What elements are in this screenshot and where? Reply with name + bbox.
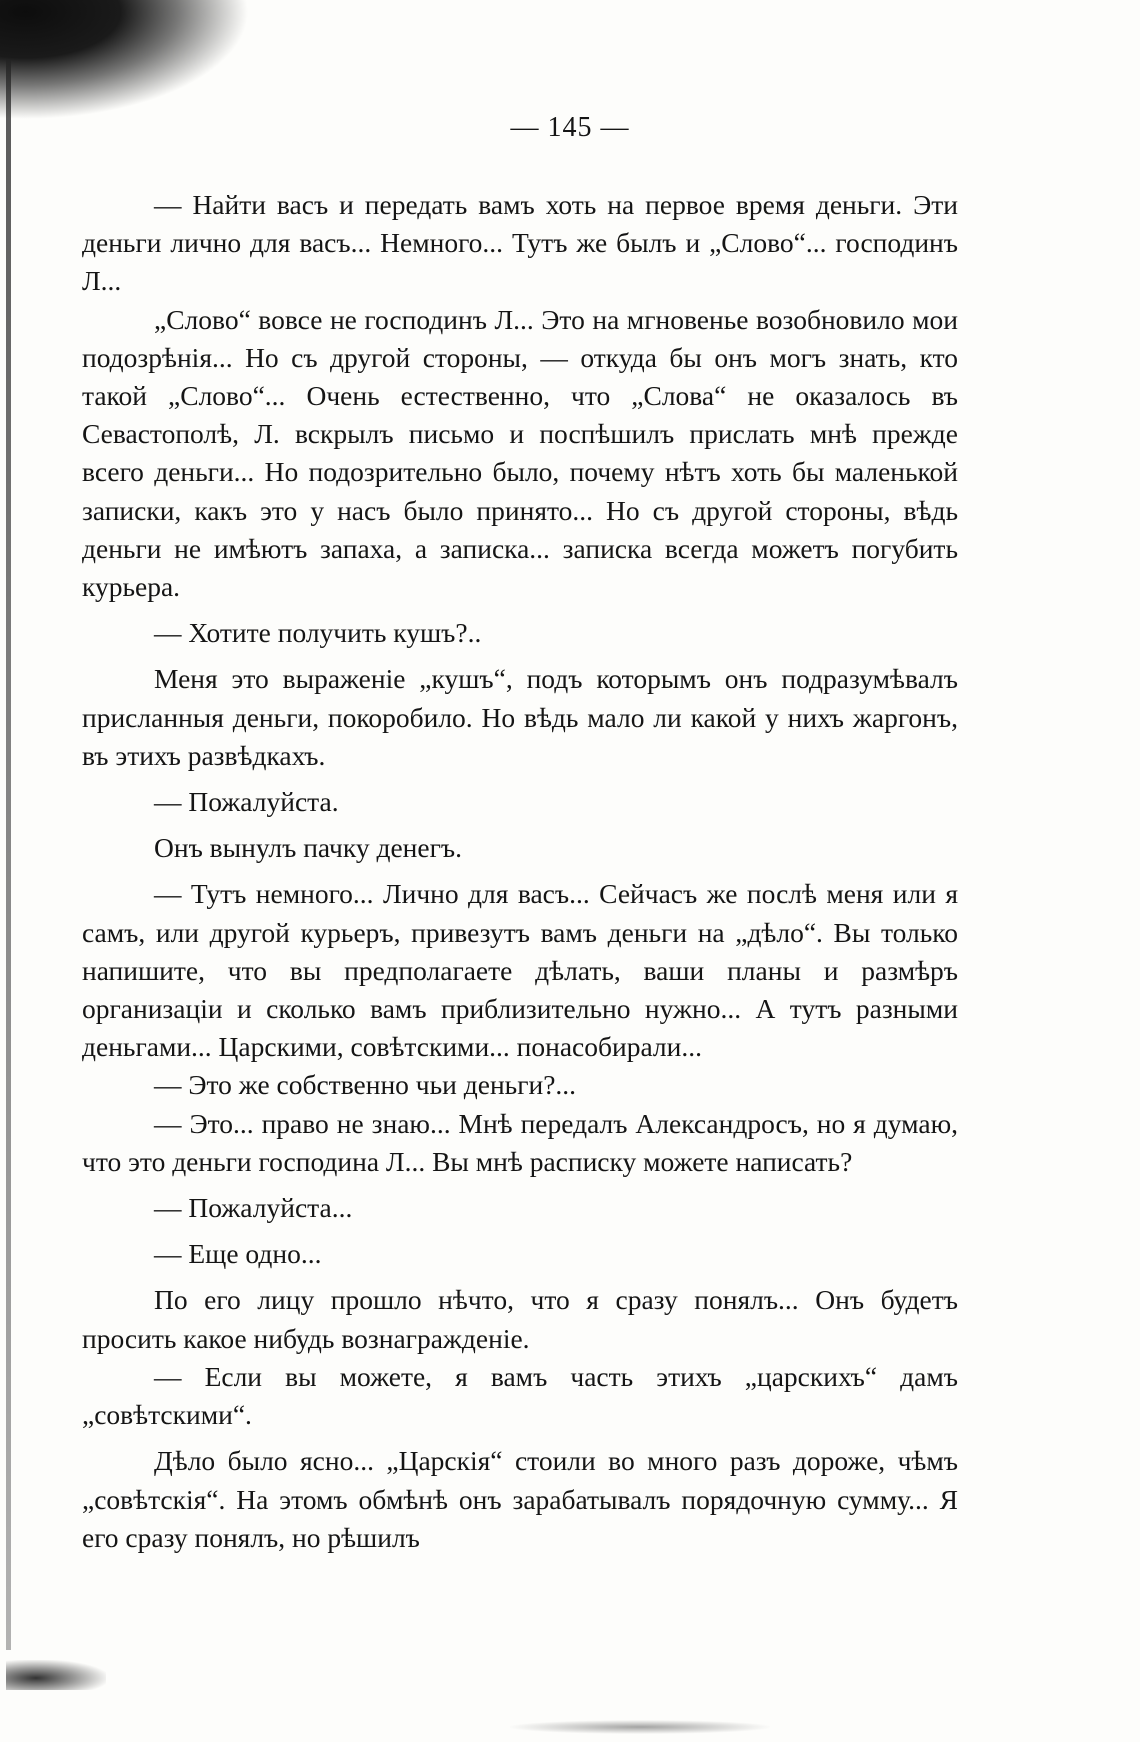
paragraph-13: — Если вы можете, я вамъ часть этихъ „царскихъ“ дамъ „совѣтскими“.	[82, 1360, 958, 1431]
paragraph-7: — Тутъ немного... Лично для васъ... Сейчасъ же послѣ меня или я самъ, или другой курьеръ, привезутъ вамъ деньги на „дѣло“. Вы только напишите, что вы предполагаете дѣлать, ваши планы и размѣръ организаціи и сколько вамъ приблизительно нужно... А тутъ разными деньгами... Царскими, совѣтскими... понасобирали...	[82, 878, 958, 1063]
page-number: — 145 —	[510, 112, 630, 143]
scan-page-edge	[6, 60, 11, 1650]
paragraph-11: — Еще одно...	[154, 1238, 322, 1270]
paragraph-4: Меня это выраженіе „кушъ“, подъ которымъ онъ подразумѣвалъ присланныя деньги, покоробило. Но вѣдь мало ли какой у нихъ жаргонъ, въ этихъ развѣдкахъ.	[82, 663, 958, 771]
paragraph-14: Дѣло было ясно... „Царскія“ стоили во много разъ дороже, чѣмъ „совѣтскія“. На этомъ обмѣнѣ онъ зарабатывалъ порядочную сумму... Я его сразу понялъ, но рѣшилъ	[82, 1445, 958, 1553]
text-column	[82, 186, 958, 1557]
paragraph-2: „Слово“ вовсе не господинъ Л... Это на мгновенье возобновило мои подозрѣнія... Но съ другой стороны, — откуда бы онъ могъ знать, кто такой „Слово“... Очень естественно, что „Слова“ не оказалось въ Севастополѣ, Л. вскрылъ письмо и поспѣшилъ прислать мнѣ прежде всего деньги... Но подозрительно было, почему нѣтъ хоть бы маленькой записки, какъ это у насъ было принято... Но съ другой стороны, вѣдь деньги не имѣютъ запаха, а записка... записка всегда можетъ погубить курьера.	[82, 303, 958, 603]
scan-footer-smudge	[510, 1720, 770, 1734]
paragraph-8: — Это же собственно чьи деньги?...	[154, 1069, 577, 1101]
paragraph-5: — Пожалуйста.	[154, 786, 339, 818]
scan-bottom-smudge	[6, 1660, 106, 1690]
paragraph-9: — Это... право не знаю... Мнѣ передалъ Александросъ, но я думаю, что это деньги господина Л... Вы мнѣ расписку можете написать?	[82, 1107, 958, 1177]
scan-corner-smudge	[0, 0, 250, 120]
paragraph-1: — Найти васъ и передать вамъ хоть на первое время деньги. Эти деньги лично для васъ... Немного... Тутъ же былъ и „Слово“... господинъ Л...	[82, 189, 958, 297]
paragraph-12: По его лицу прошло нѣчто, что я сразу понялъ... Онъ будетъ просить какое нибудь вознагражденіе.	[82, 1284, 958, 1354]
paragraph-10: — Пожалуйста...	[154, 1192, 353, 1224]
paragraph-6: Онъ вынулъ пачку денегъ.	[154, 832, 462, 864]
paragraph-3: — Хотите получить кушъ?..	[154, 617, 482, 649]
